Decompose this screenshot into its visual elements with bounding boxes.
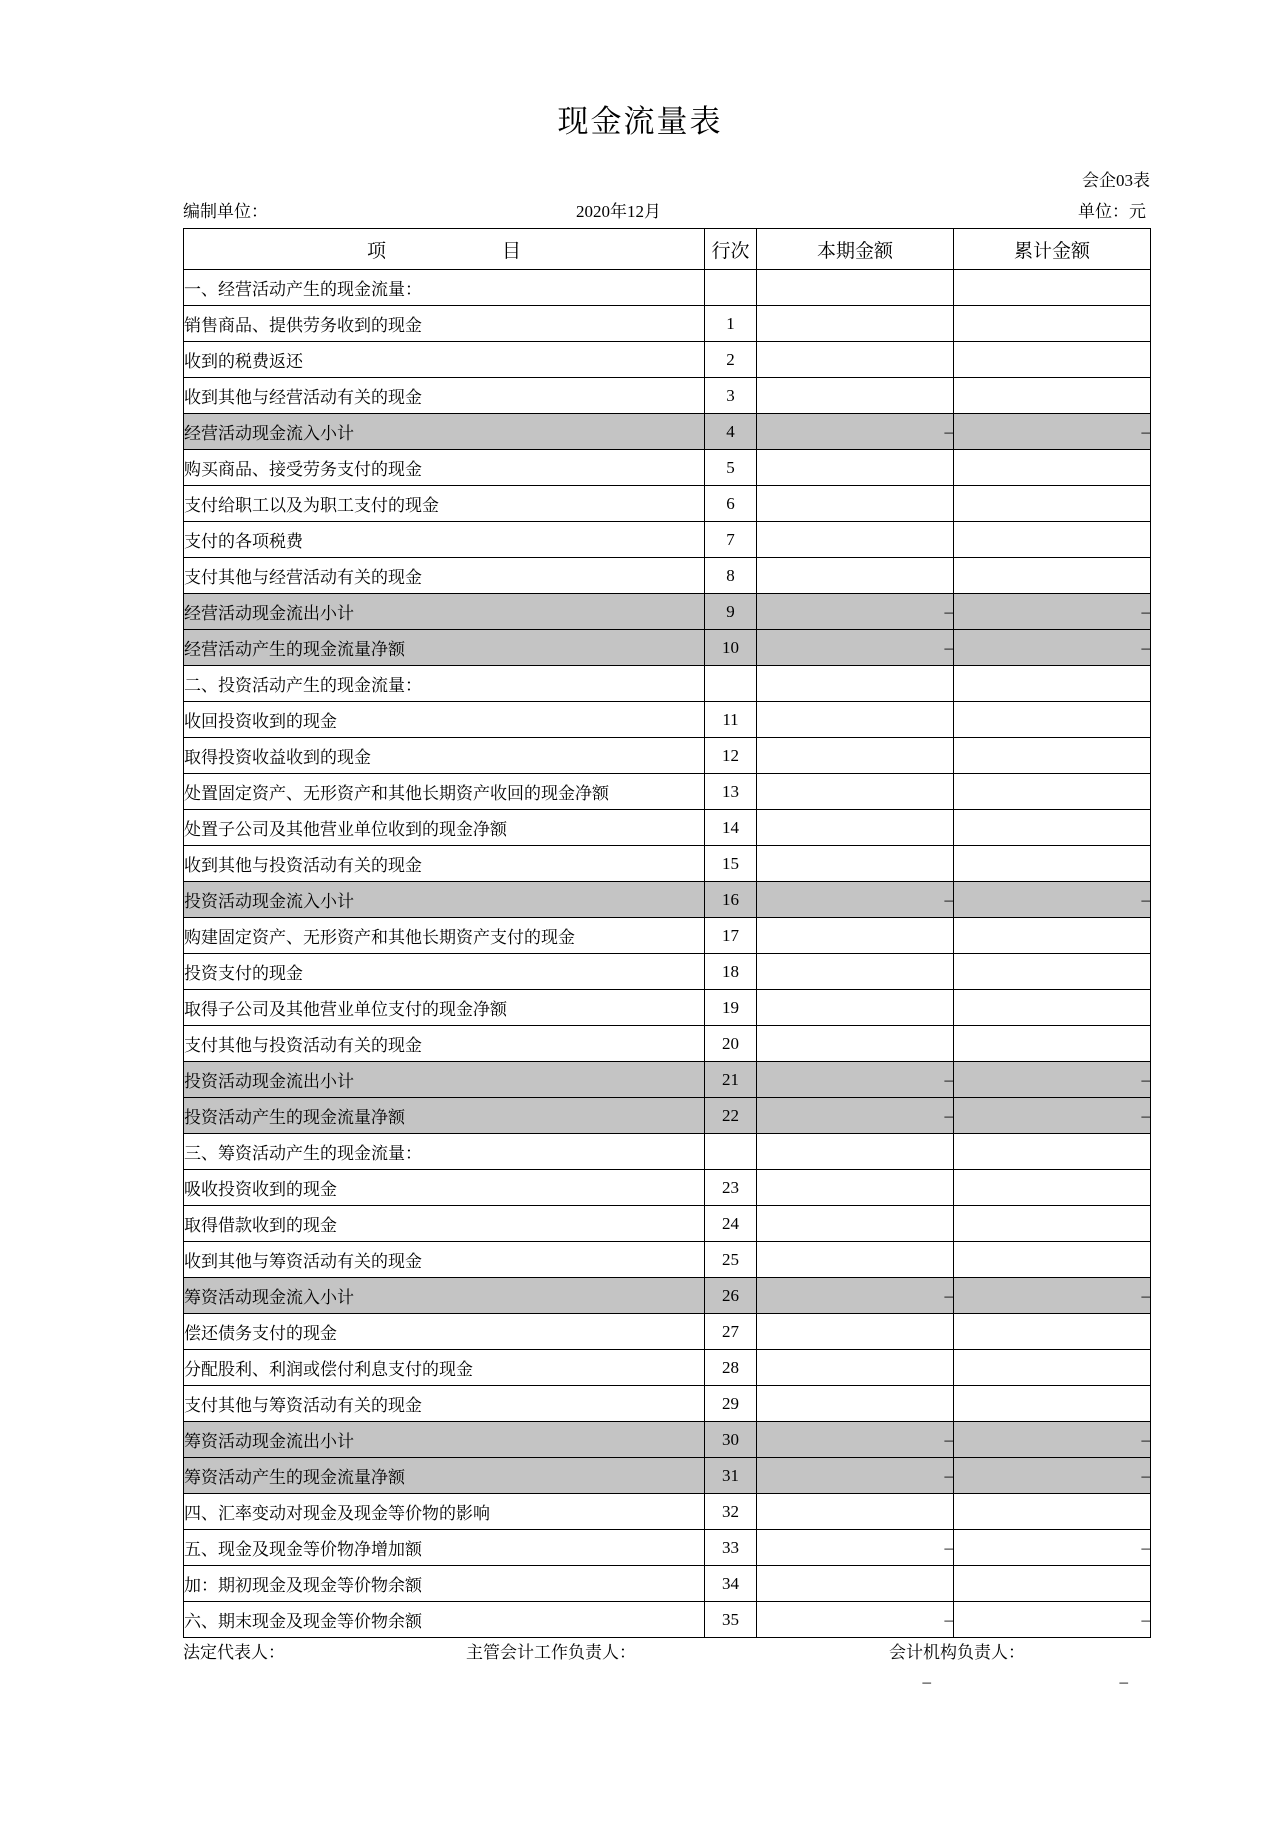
row-current-amount[interactable] <box>757 342 954 378</box>
table-row <box>184 1026 1151 1062</box>
row-cumulative-amount[interactable] <box>954 1206 1151 1242</box>
table-row <box>184 1386 1151 1422</box>
row-current-amount[interactable] <box>757 774 954 810</box>
row-current-amount[interactable] <box>757 1026 954 1062</box>
table-row <box>184 630 1151 666</box>
row-current-amount[interactable]: – <box>757 1602 954 1638</box>
row-cumulative-amount[interactable]: – <box>954 1062 1151 1098</box>
row-current-amount[interactable]: – <box>757 630 954 666</box>
row-current-amount[interactable] <box>757 450 954 486</box>
row-cumulative-amount[interactable] <box>954 1350 1151 1386</box>
column-header-cumulative-amount: 累计金额 <box>954 229 1151 270</box>
row-line-number: 15 <box>705 846 757 882</box>
row-current-amount[interactable] <box>757 1170 954 1206</box>
row-current-amount[interactable] <box>757 1494 954 1530</box>
row-current-amount[interactable] <box>757 954 954 990</box>
cash-flow-table <box>183 228 1151 1638</box>
row-line-number: 8 <box>705 558 757 594</box>
row-cumulative-amount[interactable]: – <box>954 1422 1151 1458</box>
row-cumulative-amount[interactable] <box>954 774 1151 810</box>
column-header-item-text: 项 目 <box>366 240 547 262</box>
table-row <box>184 1494 1151 1530</box>
row-item-label: 收回投资收到的现金 <box>184 702 705 738</box>
row-current-amount[interactable] <box>757 918 954 954</box>
row-line-number: 19 <box>705 990 757 1026</box>
row-item-label: 分配股利、利润或偿付利息支付的现金 <box>184 1350 705 1386</box>
cash-flow-table-wrapper <box>183 228 1150 1638</box>
row-line-number: 10 <box>705 630 757 666</box>
row-line-number: 6 <box>705 486 757 522</box>
row-current-amount[interactable] <box>757 1386 954 1422</box>
row-item-label: 投资活动现金流入小计 <box>184 882 705 918</box>
table-row <box>184 270 1151 306</box>
row-current-amount[interactable] <box>757 558 954 594</box>
table-row <box>184 1098 1151 1134</box>
row-item-label: 收到其他与投资活动有关的现金 <box>184 846 705 882</box>
row-item-label: 四、汇率变动对现金及现金等价物的影响 <box>184 1494 705 1530</box>
row-item-label: 支付给职工以及为职工支付的现金 <box>184 486 705 522</box>
row-cumulative-amount[interactable] <box>954 342 1151 378</box>
row-cumulative-amount[interactable] <box>954 1494 1151 1530</box>
row-item-label: 支付其他与投资活动有关的现金 <box>184 1026 705 1062</box>
row-current-amount[interactable] <box>757 1134 954 1170</box>
row-cumulative-amount[interactable]: – <box>954 630 1151 666</box>
row-item-label: 经营活动现金流入小计 <box>184 414 705 450</box>
row-line-number: 2 <box>705 342 757 378</box>
row-cumulative-amount[interactable]: – <box>954 1530 1151 1566</box>
row-current-amount[interactable] <box>757 702 954 738</box>
row-cumulative-amount[interactable]: – <box>954 1458 1151 1494</box>
table-header-row <box>184 229 1151 270</box>
row-item-label: 取得子公司及其他营业单位支付的现金净额 <box>184 990 705 1026</box>
row-current-amount[interactable] <box>757 846 954 882</box>
row-cumulative-amount[interactable] <box>954 1134 1151 1170</box>
row-line-number: 12 <box>705 738 757 774</box>
row-item-label: 投资活动现金流出小计 <box>184 1062 705 1098</box>
row-line-number: 14 <box>705 810 757 846</box>
meta-row <box>183 197 1150 221</box>
table-row <box>184 774 1151 810</box>
row-line-number: 21 <box>705 1062 757 1098</box>
row-item-label: 筹资活动现金流出小计 <box>184 1422 705 1458</box>
row-cumulative-amount[interactable] <box>954 846 1151 882</box>
table-row <box>184 1422 1151 1458</box>
row-item-label: 收到的税费返还 <box>184 342 705 378</box>
row-line-number: 18 <box>705 954 757 990</box>
signature-row <box>183 1638 1183 1662</box>
row-cumulative-amount[interactable]: – <box>954 1278 1151 1314</box>
row-current-amount[interactable]: – <box>757 882 954 918</box>
row-cumulative-amount[interactable] <box>954 1170 1151 1206</box>
row-item-label: 偿还债务支付的现金 <box>184 1314 705 1350</box>
row-current-amount[interactable] <box>757 1350 954 1386</box>
row-current-amount[interactable] <box>757 1566 954 1602</box>
row-item-label: 筹资活动现金流入小计 <box>184 1278 705 1314</box>
table-row <box>184 1350 1151 1386</box>
table-row <box>184 1062 1151 1098</box>
row-current-amount[interactable] <box>757 1206 954 1242</box>
row-cumulative-amount[interactable] <box>954 1026 1151 1062</box>
table-row <box>184 414 1151 450</box>
legal-representative-label: 法定代表人： <box>183 1643 285 1662</box>
row-line-number: 31 <box>705 1458 757 1494</box>
row-line-number: 16 <box>705 882 757 918</box>
row-current-amount[interactable] <box>757 486 954 522</box>
row-current-amount[interactable] <box>757 990 954 1026</box>
table-row <box>184 342 1151 378</box>
row-cumulative-amount[interactable]: – <box>954 1098 1151 1134</box>
table-row <box>184 1206 1151 1242</box>
table-row <box>184 990 1151 1026</box>
row-cumulative-amount[interactable] <box>954 702 1151 738</box>
row-item-label: 购买商品、接受劳务支付的现金 <box>184 450 705 486</box>
row-current-amount[interactable]: – <box>757 1530 954 1566</box>
row-item-label: 经营活动产生的现金流量净额 <box>184 630 705 666</box>
row-item-label: 收到其他与筹资活动有关的现金 <box>184 1242 705 1278</box>
row-item-label: 筹资活动产生的现金流量净额 <box>184 1458 705 1494</box>
table-row <box>184 1458 1151 1494</box>
table-row <box>184 1242 1151 1278</box>
row-line-number: 22 <box>705 1098 757 1134</box>
row-current-amount[interactable] <box>757 522 954 558</box>
row-cumulative-amount[interactable]: – <box>954 594 1151 630</box>
row-current-amount[interactable]: – <box>757 1278 954 1314</box>
row-cumulative-amount[interactable] <box>954 378 1151 414</box>
row-line-number: 20 <box>705 1026 757 1062</box>
row-cumulative-amount[interactable] <box>954 270 1151 306</box>
row-cumulative-amount[interactable] <box>954 558 1151 594</box>
row-line-number: 11 <box>705 702 757 738</box>
row-item-label: 二、投资活动产生的现金流量： <box>184 666 705 702</box>
row-item-label: 加：期初现金及现金等价物余额 <box>184 1566 705 1602</box>
row-cumulative-amount[interactable] <box>954 666 1151 702</box>
row-current-amount[interactable] <box>757 738 954 774</box>
row-cumulative-amount[interactable]: – <box>954 882 1151 918</box>
row-cumulative-amount[interactable] <box>954 990 1151 1026</box>
row-item-label: 三、筹资活动产生的现金流量： <box>184 1134 705 1170</box>
row-item-label: 处置子公司及其他营业单位收到的现金净额 <box>184 810 705 846</box>
table-row <box>184 1314 1151 1350</box>
row-item-label: 处置固定资产、无形资产和其他长期资产收回的现金净额 <box>184 774 705 810</box>
row-item-label: 支付的各项税费 <box>184 522 705 558</box>
table-row <box>184 1278 1151 1314</box>
table-row <box>184 1566 1151 1602</box>
table-row <box>184 954 1151 990</box>
row-item-label: 购建固定资产、无形资产和其他长期资产支付的现金 <box>184 918 705 954</box>
row-current-amount[interactable] <box>757 306 954 342</box>
row-cumulative-amount[interactable] <box>954 954 1151 990</box>
row-line-number: 13 <box>705 774 757 810</box>
column-header-current-amount: 本期金额 <box>757 229 954 270</box>
trailing-dash-cumulative: – <box>1119 1672 1128 1691</box>
table-row <box>184 450 1151 486</box>
row-item-label: 六、期末现金及现金等价物余额 <box>184 1602 705 1638</box>
row-line-number: 1 <box>705 306 757 342</box>
row-item-label: 支付其他与经营活动有关的现金 <box>184 558 705 594</box>
table-row <box>184 558 1151 594</box>
row-line-number: 29 <box>705 1386 757 1422</box>
row-cumulative-amount[interactable]: – <box>954 1602 1151 1638</box>
table-row <box>184 522 1151 558</box>
row-cumulative-amount[interactable] <box>954 1386 1151 1422</box>
table-row <box>184 1134 1151 1170</box>
row-item-label: 经营活动现金流出小计 <box>184 594 705 630</box>
row-line-number: 17 <box>705 918 757 954</box>
table-row <box>184 378 1151 414</box>
row-current-amount[interactable]: – <box>757 1062 954 1098</box>
row-cumulative-amount[interactable] <box>954 738 1151 774</box>
row-line-number: 4 <box>705 414 757 450</box>
row-line-number: 25 <box>705 1242 757 1278</box>
row-cumulative-amount[interactable] <box>954 1314 1151 1350</box>
column-header-line-no: 行次 <box>705 229 757 270</box>
row-line-number <box>705 666 757 702</box>
page-title: 现金流量表 <box>557 104 723 139</box>
accounting-institution-head-label: 会计机构负责人： <box>889 1643 1025 1662</box>
row-line-number: 34 <box>705 1566 757 1602</box>
row-cumulative-amount[interactable] <box>954 522 1151 558</box>
table-row <box>184 1170 1151 1206</box>
trailing-dashes-row <box>183 1672 1150 1694</box>
row-line-number <box>705 270 757 306</box>
table-row <box>184 594 1151 630</box>
row-cumulative-amount[interactable] <box>954 1566 1151 1602</box>
row-line-number: 33 <box>705 1530 757 1566</box>
table-row <box>184 1530 1151 1566</box>
row-item-label: 收到其他与经营活动有关的现金 <box>184 378 705 414</box>
table-row <box>184 666 1151 702</box>
form-code-label: 会企03表 <box>1082 171 1150 190</box>
row-item-label: 取得借款收到的现金 <box>184 1206 705 1242</box>
row-cumulative-amount[interactable] <box>954 810 1151 846</box>
row-line-number <box>705 1134 757 1170</box>
row-current-amount[interactable]: – <box>757 594 954 630</box>
row-current-amount[interactable]: – <box>757 414 954 450</box>
table-row <box>184 738 1151 774</box>
row-current-amount[interactable] <box>757 810 954 846</box>
row-line-number: 35 <box>705 1602 757 1638</box>
reporting-period-label: 2020年12月 <box>576 202 661 221</box>
row-line-number: 32 <box>705 1494 757 1530</box>
row-item-label: 吸收投资收到的现金 <box>184 1170 705 1206</box>
row-item-label: 投资活动产生的现金流量净额 <box>184 1098 705 1134</box>
row-item-label: 一、经营活动产生的现金流量： <box>184 270 705 306</box>
row-current-amount[interactable] <box>757 1242 954 1278</box>
row-line-number: 9 <box>705 594 757 630</box>
row-current-amount[interactable]: – <box>757 1458 954 1494</box>
row-item-label: 五、现金及现金等价物净增加额 <box>184 1530 705 1566</box>
row-cumulative-amount[interactable] <box>954 1242 1151 1278</box>
row-line-number: 7 <box>705 522 757 558</box>
table-row <box>184 846 1151 882</box>
table-row <box>184 486 1151 522</box>
row-item-label: 投资支付的现金 <box>184 954 705 990</box>
table-row <box>184 810 1151 846</box>
row-current-amount[interactable]: – <box>757 1098 954 1134</box>
table-row <box>184 1602 1151 1638</box>
table-row <box>184 918 1151 954</box>
accounting-supervisor-label: 主管会计工作负责人： <box>466 1643 636 1662</box>
row-item-label: 取得投资收益收到的现金 <box>184 738 705 774</box>
row-line-number: 23 <box>705 1170 757 1206</box>
row-line-number: 30 <box>705 1422 757 1458</box>
trailing-dash-current: – <box>922 1672 931 1691</box>
row-cumulative-amount[interactable] <box>954 486 1151 522</box>
preparer-unit-label: 编制单位： <box>183 202 268 221</box>
row-item-label: 销售商品、提供劳务收到的现金 <box>184 306 705 342</box>
table-row <box>184 702 1151 738</box>
table-row <box>184 882 1151 918</box>
table-row <box>184 306 1151 342</box>
row-line-number: 26 <box>705 1278 757 1314</box>
row-line-number: 3 <box>705 378 757 414</box>
row-cumulative-amount[interactable] <box>954 306 1151 342</box>
row-current-amount[interactable] <box>757 1314 954 1350</box>
row-line-number: 27 <box>705 1314 757 1350</box>
row-cumulative-amount[interactable] <box>954 918 1151 954</box>
row-current-amount[interactable] <box>757 270 954 306</box>
row-line-number: 5 <box>705 450 757 486</box>
currency-unit-label: 单位：元 <box>1078 202 1146 221</box>
row-current-amount[interactable] <box>757 666 954 702</box>
row-item-label: 支付其他与筹资活动有关的现金 <box>184 1386 705 1422</box>
column-header-item <box>184 229 705 270</box>
row-current-amount[interactable] <box>757 378 954 414</box>
row-cumulative-amount[interactable]: – <box>954 414 1151 450</box>
row-line-number: 28 <box>705 1350 757 1386</box>
row-cumulative-amount[interactable] <box>954 450 1151 486</box>
row-current-amount[interactable]: – <box>757 1422 954 1458</box>
table-body <box>184 270 1151 1638</box>
row-line-number: 24 <box>705 1206 757 1242</box>
